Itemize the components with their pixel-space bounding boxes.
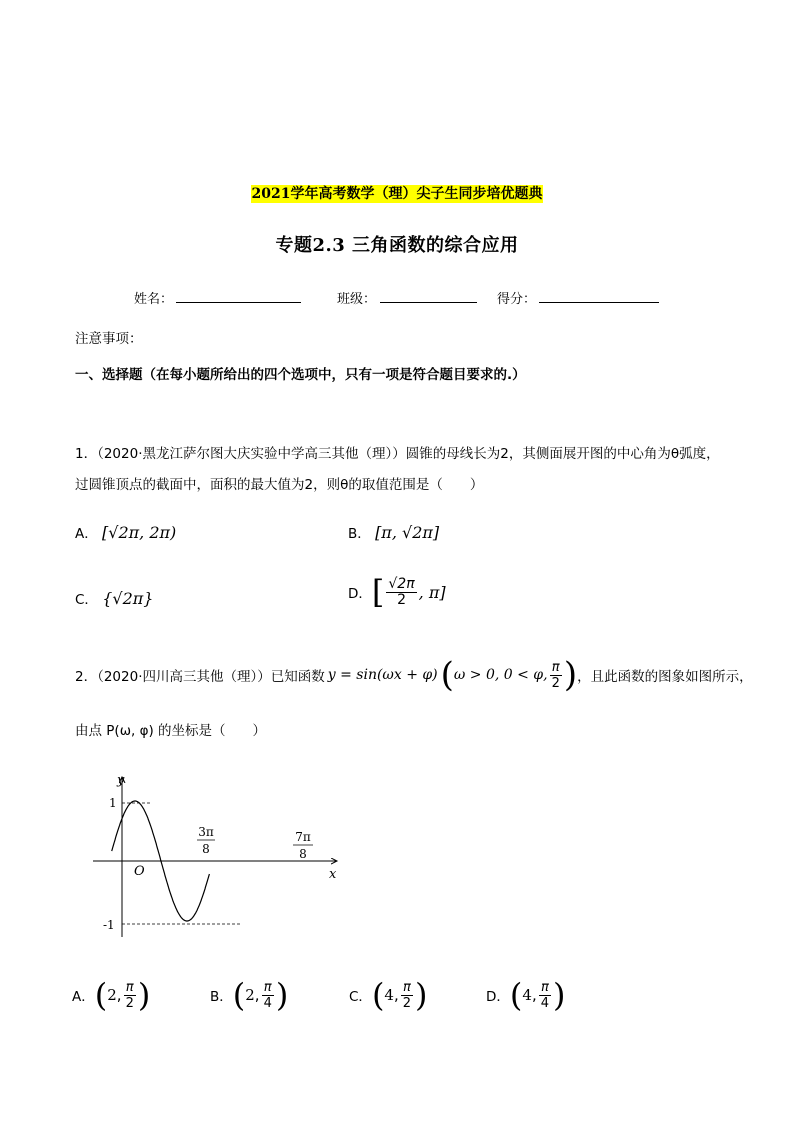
notes-label: 注意事项： xyxy=(75,331,143,347)
q1-line1: 1．（2020·黑龙江萨尔图大庆实验中学高三其他（理））圆锥的母线长为2，其侧面展开图的中心角为θ弧度， xyxy=(75,446,720,462)
q2-option-d-fraction: $\frac{\pi}{4}$ xyxy=(540,979,549,1011)
name-field[interactable] xyxy=(176,288,301,303)
tick-3pi8-numerator: 3π xyxy=(198,825,214,839)
q2-intro: 2．（2020·四川高三其他（理））已知函数 xyxy=(75,669,325,685)
q2-option-d-label: D． xyxy=(486,989,510,1005)
right-paren-icon: ) xyxy=(137,976,151,1014)
q1-option-d-fraction: $\frac{√2\pi}{2}$ xyxy=(388,575,415,608)
q2-option-b-fraction: $\frac{\pi}{4}$ xyxy=(263,979,272,1011)
q1-option-a[interactable] xyxy=(75,522,176,542)
q2-option-a[interactable] xyxy=(72,976,151,1014)
q2-line2: 由点 P(ω, φ) 的坐标是（ ） xyxy=(75,723,267,739)
q2-line1 xyxy=(75,655,753,695)
q1-option-c-label: C． xyxy=(75,592,98,608)
q1-option-a-value: [√2π, 2π) xyxy=(102,523,177,542)
q2-option-b-label: B． xyxy=(210,989,233,1005)
q2-option-a-first: 2 xyxy=(107,986,117,1004)
right-paren-icon: ) xyxy=(563,655,578,695)
right-paren-icon: ) xyxy=(415,976,428,1014)
right-paren-icon: ) xyxy=(553,976,566,1014)
student-info-fields xyxy=(0,288,794,308)
q2-option-b-first: 2 xyxy=(245,986,255,1004)
x-axis-label: x xyxy=(329,867,337,882)
q1-option-d[interactable] xyxy=(348,573,446,611)
q2-option-d[interactable] xyxy=(486,976,566,1014)
q1-line2: 过圆锥顶点的截面中，面积的最大值为2，则θ的取值范围是（ ） xyxy=(75,477,484,493)
sine-graph xyxy=(85,765,355,945)
document-title: 专题2.3 三角函数的综合应用 xyxy=(275,235,519,256)
comma: , xyxy=(116,986,122,1004)
q2-formula: y = sin(ωx + φ) xyxy=(327,667,438,683)
left-paren-icon: ( xyxy=(371,976,385,1014)
left-bracket-icon: [ xyxy=(371,573,385,611)
q1-option-b-label: B． xyxy=(348,526,371,542)
q1-option-c[interactable] xyxy=(75,588,153,608)
section-heading: 一、选择题（在每小题所给出的四个选项中，只有一项是符合题目要求的.） xyxy=(75,367,526,383)
origin-label: O xyxy=(134,864,145,879)
class-field[interactable] xyxy=(380,288,477,303)
score-label: 得分： xyxy=(497,292,537,307)
q2-option-d-first: 4 xyxy=(522,986,532,1004)
q1-option-a-label: A． xyxy=(75,526,98,542)
y-max-label: 1 xyxy=(109,796,117,810)
tick-7pi8-numerator: 7π xyxy=(295,830,311,844)
left-paren-icon: ( xyxy=(509,976,523,1014)
q2-option-a-fraction: $\frac{\pi}{2}$ xyxy=(125,979,134,1011)
q2-option-b[interactable] xyxy=(210,976,289,1014)
y-axis-label: y xyxy=(117,773,125,788)
tick-3pi8-denominator: 8 xyxy=(202,842,210,856)
q1-option-b-value: [π, √2π] xyxy=(375,523,440,542)
tick-7pi8-denominator: 8 xyxy=(299,847,307,861)
q2-condition-fraction: $\frac{\pi}{2}$ xyxy=(551,659,560,691)
name-label: 姓名： xyxy=(134,292,174,307)
comma: , xyxy=(393,986,399,1004)
class-label: 班级： xyxy=(337,292,377,307)
comma: , xyxy=(254,986,260,1004)
right-paren-icon: ) xyxy=(275,976,289,1014)
left-paren-icon: ( xyxy=(232,976,246,1014)
q1-option-d-label: D． xyxy=(348,586,372,602)
q2-option-a-label: A． xyxy=(72,989,95,1005)
q2-intro-tail: ，且此函数的图象如图所示， xyxy=(577,669,753,685)
comma: , xyxy=(531,986,537,1004)
q2-condition: ω > 0, 0 < φ, xyxy=(453,667,548,683)
q1-option-c-value: {√2π} xyxy=(102,589,154,608)
q2-option-c-first: 4 xyxy=(384,986,394,1004)
q2-option-c[interactable] xyxy=(349,976,428,1014)
q2-option-c-fraction: $\frac{\pi}{2}$ xyxy=(402,979,412,1011)
y-min-label: -1 xyxy=(103,918,115,932)
series-title: 2021学年高考数学（理）尖子生同步培优题典 xyxy=(251,186,543,202)
score-field[interactable] xyxy=(539,288,659,303)
q1-option-b[interactable] xyxy=(348,522,439,542)
q2-option-c-label: C． xyxy=(349,989,372,1005)
q1-option-d-tail: , π] xyxy=(418,582,446,602)
left-paren-icon: ( xyxy=(94,976,108,1014)
left-paren-icon: ( xyxy=(440,655,454,695)
